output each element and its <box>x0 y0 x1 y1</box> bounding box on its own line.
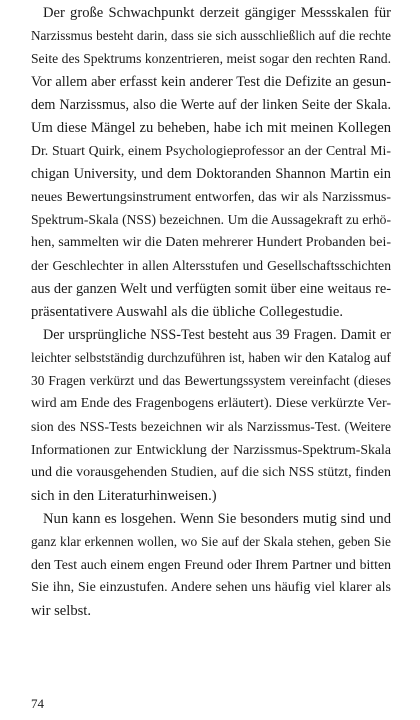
text-line: der Geschlechter in allen Altersstufen und Gesellschaftsschichten <box>31 258 391 273</box>
text-line: leichter selbstständig durchzuführen ist, haben wir den Katalog auf <box>31 350 391 365</box>
text-line: neues Bewertungsinstrument entworfen, das wir als Narzissmus- <box>31 189 391 204</box>
text-line: dem Narzissmus, also die Werte auf der linken Seite der Skala. <box>31 97 391 113</box>
text-line: wird am Ende des Fragenbogens erläutert). Diese verkürzte Ver- <box>31 396 391 411</box>
text-line: Seite des Spektrums konzentrieren, meist sogar den rechten Rand. <box>31 51 391 66</box>
text-line: Informationen zur Entwicklung der Narzissmus-Spektrum-Skala <box>31 442 391 457</box>
text-line: Vor allem aber erfasst kein anderer Test die Defizite an gesun- <box>31 74 391 90</box>
text-line: wir selbst. <box>31 603 91 619</box>
text-line: Dr. Stuart Quirk, einem Psychologieprofessor an der Central Mi- <box>31 143 391 158</box>
text-line: Der große Schwachpunkt derzeit gängiger Messskalen für <box>43 5 391 21</box>
text-line: 30 Fragen verkürzt und das Bewertungssystem vereinfacht (dieses <box>31 373 391 388</box>
text-line: Um diese Mängel zu beheben, habe ich mit meinen Kollegen <box>31 120 391 136</box>
text-line: ganz klar erkennen wollen, wo Sie auf der Skala stehen, geben Sie <box>31 534 391 549</box>
text-line: hen, sammelten wir die Daten mehrerer Hundert Probanden bei- <box>31 235 391 250</box>
text-line: sion des NSS-Tests bezeichnen wir als Narzissmus-Test. (Weitere <box>31 419 391 434</box>
text-line: und die vorausgehenden Studien, auf die sich NSS stützt, finden <box>31 465 391 480</box>
text-line: Der ursprüngliche NSS-Test besteht aus 39 Fragen. Damit er <box>43 327 391 343</box>
text-line: präsentativere Auswahl als die übliche Collegestudie. <box>31 304 344 320</box>
text-line: Narzissmus besteht darin, dass sie sich ausschließlich auf die rechte <box>31 28 391 43</box>
text-line: Sie ihn, Sie einzustufen. Andere sehen uns häufig viel klarer als <box>31 580 391 595</box>
text-line: Nun kann es losgehen. Wenn Sie besonders mutig sind und <box>43 511 391 527</box>
text-line: chigan University, und dem Doktoranden Shannon Martin ein <box>31 166 391 182</box>
page-number: 74 <box>31 696 44 711</box>
text-line: den Test auch einem engen Freund oder Ihrem Partner und bitten <box>31 557 391 572</box>
text-line: Spektrum-Skala (NSS) bezeichnen. Um die Aussagekraft zu erhö- <box>31 212 391 227</box>
text-line: aus der ganzen Welt und verfügten somit über eine weitaus re- <box>31 281 391 297</box>
text-line: sich in den Literaturhinweisen.) <box>31 488 217 504</box>
